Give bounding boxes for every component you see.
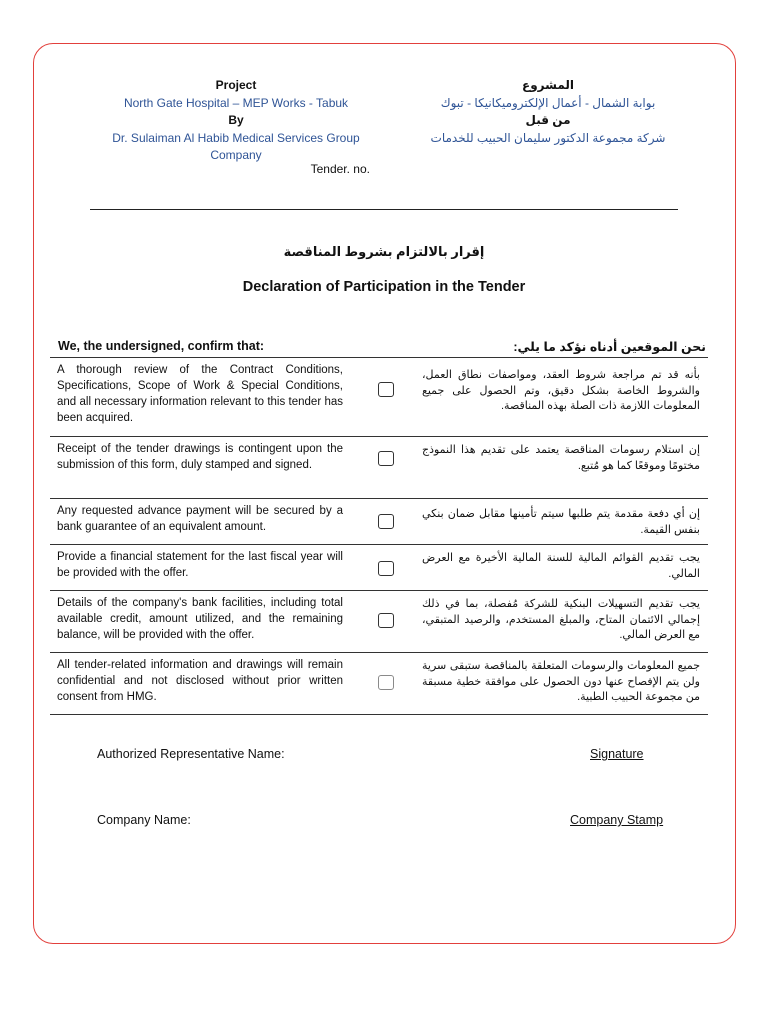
item-english: Details of the company's bank facilities, including total available credit, amount utilized, and the remaining balance, will be provided with the offer.	[57, 597, 343, 641]
by-label: By	[228, 113, 244, 127]
tender-number-label: Tender. no.	[310, 162, 370, 176]
declaration-table	[50, 357, 708, 715]
item-arabic: بأنه قد تم مراجعة شروط العقد، ومواصفات نطاق العمل، والشروط الخاصة بشكل دقيق، وتم الحصول على جميع المعلومات اللازمة ذات الصلة بهذه المناقصة.	[422, 369, 700, 412]
project-name-ar: بوابة الشمال - أعمال الإلكتروميكانيكا - تبوك	[440, 95, 656, 110]
item-english: Provide a financial statement for the last fiscal year will be provided with the offer.	[57, 551, 343, 579]
declaration-row	[50, 545, 708, 591]
item-english: A thorough review of the Contract Conditions, Specifications, Scope of Work & Special Conditions, and all necessary information relevant to this tender has been acquired.	[57, 364, 343, 424]
intro-arabic: نحن الموقعين أدناه نؤكد ما يلي:	[513, 340, 706, 354]
representative-name-label: Authorized Representative Name:	[97, 747, 285, 761]
item-arabic: إن أي دفعة مقدمة يتم طلبها سيتم تأمينها مقابل ضمان بنكي بنفس القيمة.	[422, 508, 700, 536]
company-name: Dr. Sulaiman Al Habib Medical Services Group Company	[112, 130, 360, 162]
item-checkbox[interactable]	[378, 561, 394, 576]
declaration-row	[50, 499, 708, 545]
page-title-arabic: إقرار بالالتزام بشروط المناقصة	[283, 244, 485, 259]
declaration-row	[50, 653, 708, 715]
item-checkbox[interactable]	[378, 613, 394, 628]
item-english: Receipt of the tender drawings is contingent upon the submission of this form, duly stamped and signed.	[57, 443, 343, 471]
item-checkbox[interactable]	[378, 675, 394, 690]
company-name-ar: شركة مجموعة الدكتور سليمان الحبيب للخدمات	[430, 130, 666, 145]
item-english: All tender-related information and drawings will remain confidential and not disclosed without prior written consent from HMG.	[57, 659, 343, 703]
item-checkbox[interactable]	[378, 382, 394, 397]
header-divider	[90, 209, 678, 210]
item-arabic: جميع المعلومات والرسومات المتعلقة بالمناقصة ستبقى سرية ولن يتم الإفصاح عنها دون الحصول على موافقة خطية مسبقة من مجموعة الحبيب الطبية.	[422, 660, 700, 703]
page-title: Declaration of Participation in the Tender	[242, 279, 526, 295]
project-label: Project	[215, 78, 257, 92]
project-name: North Gate Hospital – MEP Works - Tabuk	[123, 95, 349, 110]
item-checkbox[interactable]	[378, 451, 394, 466]
project-label-ar: المشروع	[522, 78, 574, 92]
company-stamp-label: Company Stamp	[570, 813, 664, 827]
intro-english: We, the undersigned, confirm that:	[58, 339, 265, 353]
item-arabic: يجب تقديم القوائم المالية للسنة المالية الأخيرة مع العرض المالي.	[422, 552, 700, 580]
item-arabic: يجب تقديم التسهيلات البنكية للشركة مُفصلة، بما في ذلك إجمالي الائتمان المتاح، والمبلغ المستخدم، والرصيد المتبقي، مع العرض المالي.	[422, 598, 700, 641]
item-arabic: إن استلام رسومات المناقصة يعتمد على تقديم هذا النموذج مختومًا وموقعًا كما هو مُتبع.	[422, 444, 700, 472]
declaration-row	[50, 358, 708, 437]
company-name-label: Company Name:	[97, 813, 191, 827]
item-checkbox[interactable]	[378, 514, 394, 529]
by-label-ar: من قبل	[525, 113, 571, 127]
declaration-row	[50, 437, 708, 499]
item-english: Any requested advance payment will be secured by a bank guarantee of an equivalent amount.	[57, 505, 343, 533]
declaration-row	[50, 591, 708, 653]
header-english	[96, 77, 376, 165]
signature-label: Signature	[590, 747, 644, 761]
header-arabic	[412, 77, 684, 147]
